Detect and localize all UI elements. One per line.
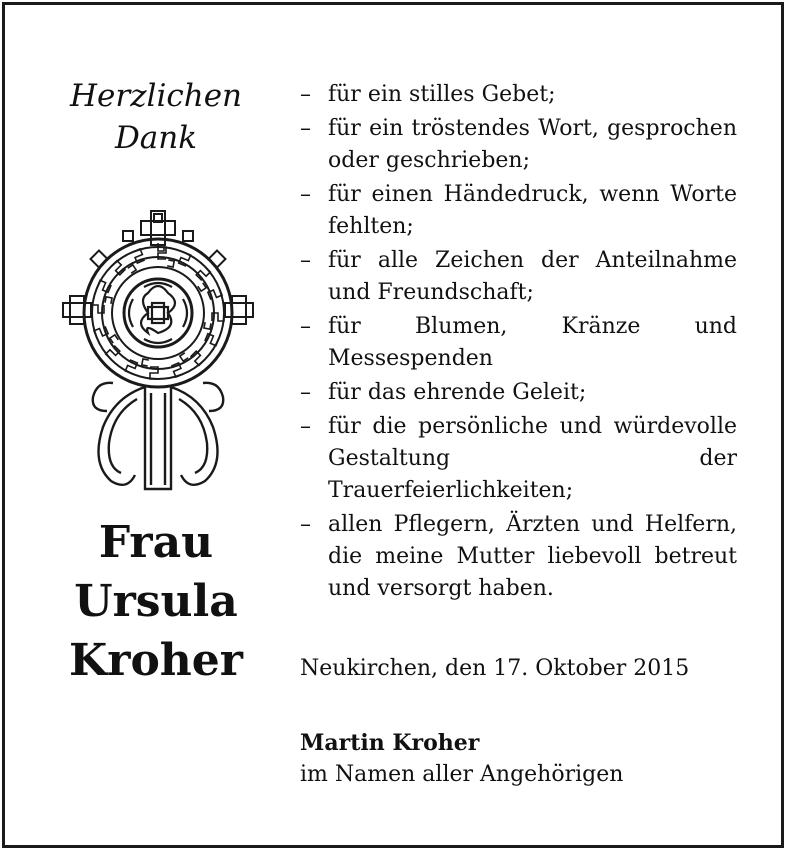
list-item-text: für die persönliche und würdevolle Gestaltung der Trauerfeierlichkeiten;: [328, 414, 737, 503]
ornamental-cross-icon: [53, 203, 263, 493]
bullet-dash: –: [300, 116, 311, 141]
list-item-text: allen Pflegern, Ärzten und Helfern, die meine Mutter liebevoll betreut und versorgt haben.: [328, 512, 737, 601]
heading-line-1: Herzlichen: [70, 78, 242, 114]
list-item: [300, 179, 737, 243]
notice-frame: [2, 2, 784, 848]
bullet-dash: –: [300, 182, 311, 207]
bullet-dash: –: [300, 314, 311, 339]
thanks-column: [300, 79, 737, 607]
list-item: [300, 509, 737, 605]
list-item: [300, 377, 737, 409]
name-line-1: Frau: [98, 517, 214, 568]
list-item-text: für ein tröstendes Wort, gesprochen oder geschrieben;: [328, 116, 737, 173]
place-date: Neukirchen, den 17. Oktober 2015: [300, 656, 690, 681]
list-item: [300, 113, 737, 177]
bullet-dash: –: [300, 82, 311, 107]
bullet-dash: –: [300, 414, 311, 439]
notice-heading: [45, 75, 267, 159]
signer-role: im Namen aller Angehörigen: [300, 762, 624, 787]
bullet-dash: –: [300, 380, 311, 405]
name-line-3: Kroher: [69, 635, 243, 686]
deceased-name: [45, 513, 267, 690]
bullet-dash: –: [300, 248, 311, 273]
thanks-list: [300, 79, 737, 605]
list-item-text: für alle Zeichen der Anteilnahme und Freundschaft;: [328, 248, 737, 305]
list-item: [300, 79, 737, 111]
list-item-text: für das ehrende Geleit;: [328, 380, 587, 405]
signature-block: [300, 727, 760, 791]
bullet-dash: –: [300, 512, 311, 537]
list-item: [300, 411, 737, 507]
list-item: [300, 245, 737, 309]
list-item-text: für einen Händedruck, wenn Worte fehlten;: [328, 182, 737, 239]
heading-line-2: Dank: [114, 120, 198, 156]
name-line-2: Ursula: [74, 576, 238, 627]
list-item: [300, 311, 737, 375]
list-item-text: für ein stilles Gebet;: [328, 82, 556, 107]
signer-name: Martin Kroher: [300, 730, 480, 756]
list-item-text: für Blumen, Kränze und Messespenden: [328, 314, 737, 371]
